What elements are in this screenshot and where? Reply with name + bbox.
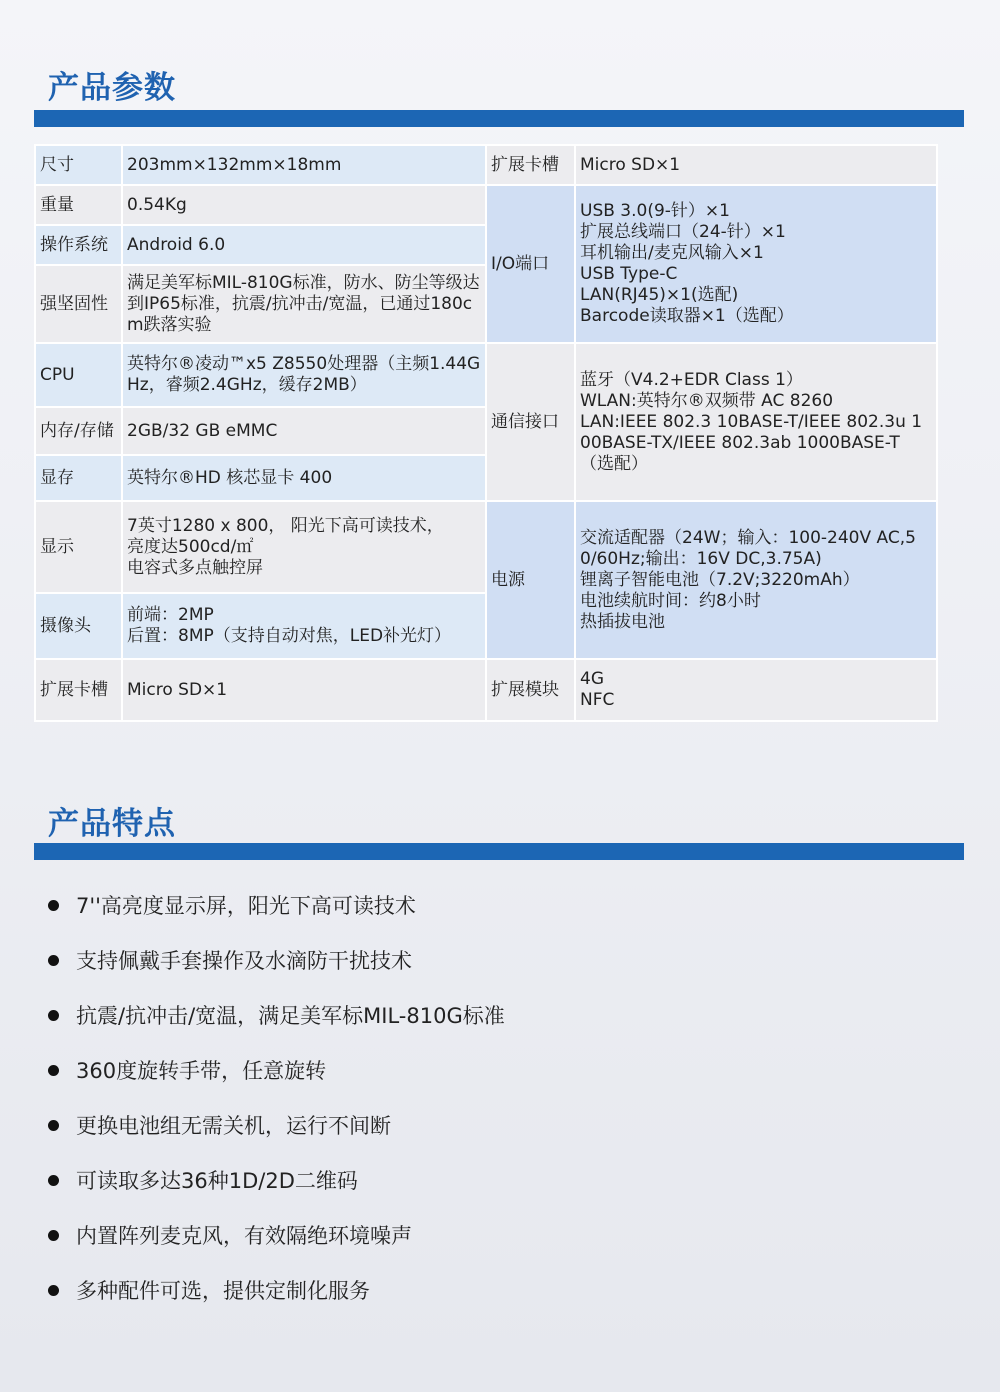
table-row — [35, 343, 937, 407]
feature-text: 可读取多达36种1D/2D二维码 — [76, 1169, 358, 1193]
spec-value: 4G NFC — [575, 659, 937, 721]
feature-text: 7''高亮度显示屏，阳光下高可读技术 — [76, 894, 416, 918]
list-item — [48, 994, 505, 1049]
spec-label: 内存/存储 — [35, 407, 122, 455]
spec-value: 蓝牙（V4.2+EDR Class 1） WLAN:英特尔®双频带 AC 8260 LAN:IEEE 802.3 10BASE-T/IEEE 802.3u 100BASE-TX/IEEE 802.3ab 1000BASE-T（选配） — [575, 343, 937, 501]
spec-value: 满足美军标MIL-810G标准，防水、防尘等级达到IP65标准，抗震/抗冲击/宽温，已通过180cm跌落实验 — [122, 265, 486, 343]
list-item — [48, 939, 505, 994]
feature-text: 抗震/抗冲击/宽温，满足美军标MIL-810G标准 — [76, 1004, 505, 1028]
bullet-icon — [48, 1120, 59, 1131]
spec-label: 扩展卡槽 — [486, 145, 575, 185]
params-title: 产品参数 — [48, 70, 176, 106]
table-row — [35, 659, 937, 721]
list-item — [48, 1159, 505, 1214]
spec-value: 英特尔®HD 核芯显卡 400 — [122, 455, 486, 501]
feature-text: 360度旋转手带，任意旋转 — [76, 1059, 327, 1083]
spec-label: 尺寸 — [35, 145, 122, 185]
params-title-bar — [34, 110, 964, 127]
spec-label: 通信接口 — [486, 343, 575, 501]
feature-text: 内置阵列麦克风，有效隔绝环境噪声 — [76, 1224, 412, 1248]
spec-value: 0.54Kg — [122, 185, 486, 225]
spec-value: 交流适配器（24W；输入：100-240V AC,50/60Hz;输出：16V DC,3.75A) 锂离子智能电池（7.2V;3220mAh） 电池续航时间：约8小时 热插拔电池 — [575, 501, 937, 659]
spec-value: USB 3.0(9-针）×1 扩展总线端口（24-针）×1 耳机输出/麦克风输入×1 USB Type-C LAN(RJ45)×1(选配) Barcode读取器×1（选配） — [575, 185, 937, 343]
list-item — [48, 1214, 505, 1269]
spec-value: 203mm×132mm×18mm — [122, 145, 486, 185]
table-row — [35, 145, 937, 185]
features-title-bar — [34, 843, 964, 860]
list-item — [48, 1104, 505, 1159]
bullet-icon — [48, 1230, 59, 1241]
list-item — [48, 884, 505, 939]
feature-text: 支持佩戴手套操作及水滴防干扰技术 — [76, 949, 412, 973]
spec-label: 摄像头 — [35, 593, 122, 659]
spec-label: CPU — [35, 343, 122, 407]
bullet-icon — [48, 900, 59, 911]
spec-value: 英特尔®凌动™x5 Z8550处理器（主频1.44GHz，睿频2.4GHz，缓存2MB） — [122, 343, 486, 407]
features-title: 产品特点 — [48, 806, 176, 842]
spec-value: 7英寸1280 x 800， 阳光下高可读技术， 亮度达500cd/㎡ 电容式多点触控屏 — [122, 501, 486, 593]
spec-value: 前端：2MP 后置：8MP（支持自动对焦，LED补光灯） — [122, 593, 486, 659]
bullet-icon — [48, 1010, 59, 1021]
spec-label: I/O端口 — [486, 185, 575, 343]
spec-label: 电源 — [486, 501, 575, 659]
table-row — [35, 501, 937, 593]
list-item — [48, 1049, 505, 1104]
feature-text: 多种配件可选，提供定制化服务 — [76, 1279, 370, 1303]
feature-list — [48, 884, 505, 1324]
spec-label: 显示 — [35, 501, 122, 593]
spec-table — [34, 144, 938, 722]
bullet-icon — [48, 955, 59, 966]
spec-label: 扩展卡槽 — [35, 659, 122, 721]
bullet-icon — [48, 1285, 59, 1296]
spec-label: 扩展模块 — [486, 659, 575, 721]
bullet-icon — [48, 1065, 59, 1076]
spec-value: Android 6.0 — [122, 225, 486, 265]
spec-label: 显存 — [35, 455, 122, 501]
bullet-icon — [48, 1175, 59, 1186]
list-item — [48, 1269, 505, 1324]
spec-value: Micro SD×1 — [575, 145, 937, 185]
spec-value: Micro SD×1 — [122, 659, 486, 721]
table-row — [35, 185, 937, 225]
spec-label: 操作系统 — [35, 225, 122, 265]
spec-label: 强坚固性 — [35, 265, 122, 343]
spec-label: 重量 — [35, 185, 122, 225]
feature-text: 更换电池组无需关机，运行不间断 — [76, 1114, 391, 1138]
spec-value: 2GB/32 GB eMMC — [122, 407, 486, 455]
